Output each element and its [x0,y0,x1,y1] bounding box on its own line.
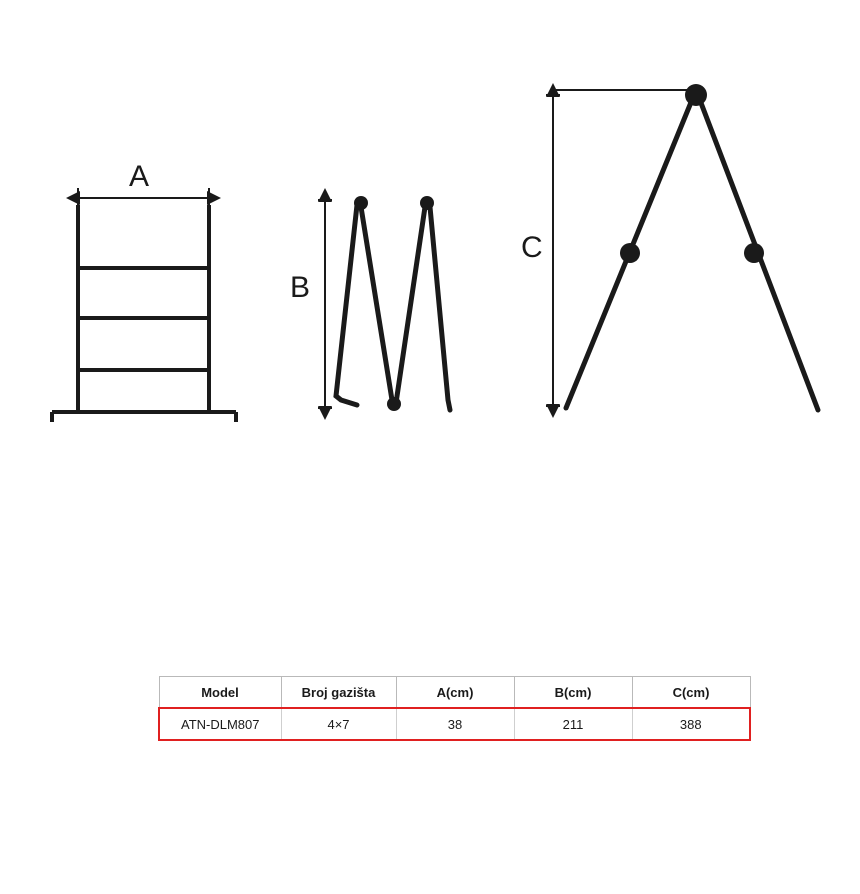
extended-side-view-ladder [546,84,818,410]
cell-steps: 4×7 [281,708,396,740]
table-header-steps: Broj gazišta [281,677,396,709]
cell-b: 211 [514,708,632,740]
dimension-label-c: C [521,231,543,264]
cell-a: 38 [396,708,514,740]
front-view-ladder [52,188,236,422]
table-header-row [159,677,750,709]
cell-model: ATN-DLM807 [159,708,281,740]
folded-side-view-ladder [318,196,450,411]
table-header-model: Model [159,677,281,709]
cell-c: 388 [632,708,750,740]
table-header-a: A(cm) [396,677,514,709]
dimension-label-a: A [129,160,150,193]
table-header-b: B(cm) [514,677,632,709]
table-row [159,708,750,740]
dimension-label-b: B [290,271,311,304]
specification-table [158,676,751,741]
table-header-c: C(cm) [632,677,750,709]
specification-table-wrapper [158,676,710,741]
